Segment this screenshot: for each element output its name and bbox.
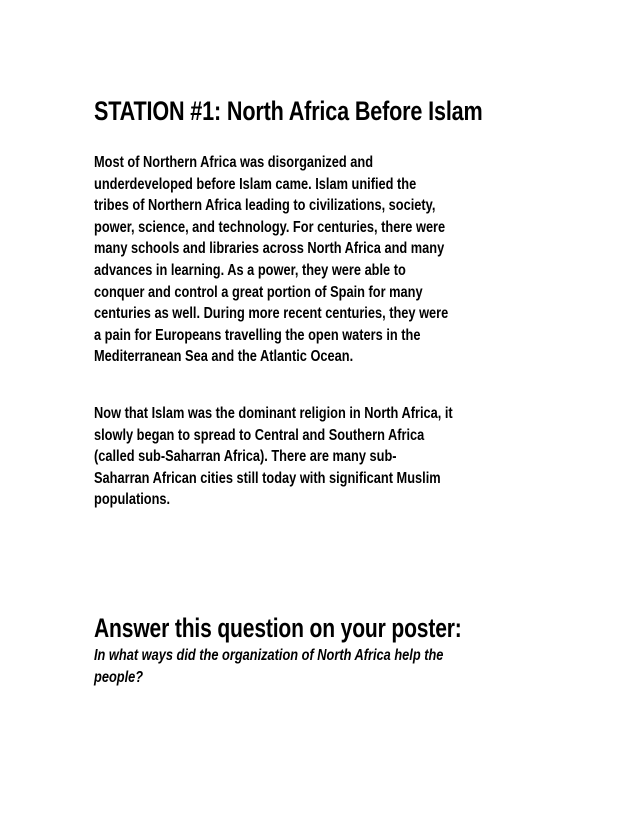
paragraph-line: Now that Islam was the dominant religion in North Africa, it (94, 405, 453, 422)
paragraph-line: Mediterranean Sea and the Atlantic Ocean. (94, 348, 354, 366)
paragraph-line: advances in learning. As a power, they were able to (94, 261, 406, 279)
question-heading: Answer this question on your poster: (94, 613, 462, 644)
paragraph-line: (called sub-Saharran Africa). There are many sub- (94, 448, 397, 466)
paragraph-line: a pain for Europeans travelling the open waters in the (94, 326, 421, 344)
paragraph-line: centuries as well. During more recent centuries, they were (94, 305, 449, 323)
page-title: STATION #1: North Africa Before Islam (94, 96, 483, 127)
question-line: In what ways did the organization of North Africa help the (94, 647, 444, 664)
paragraph-line: slowly began to spread to Central and Southern Africa (94, 426, 425, 444)
paragraph-line: tribes of Northern Africa leading to civilizations, society, (94, 197, 436, 215)
paragraph-line: Saharran African cities still today with significant Muslim (94, 469, 441, 487)
paragraph-line: Most of Northern Africa was disorganized and (94, 154, 374, 171)
paragraph-line: underdeveloped before Islam came. Islam unified the (94, 175, 417, 193)
question-text (94, 645, 531, 688)
paragraph-line: conquer and control a great portion of Spain for many (94, 283, 423, 301)
paragraph-line: many schools and libraries across North Africa and many (94, 240, 445, 258)
question-line: people? (94, 668, 144, 686)
paragraph-line: populations. (94, 491, 171, 509)
paragraph-north-africa-before-islam (94, 152, 537, 368)
paragraph-line: power, science, and technology. For centuries, there were (94, 218, 446, 236)
paragraph-spread-of-islam (94, 403, 542, 511)
